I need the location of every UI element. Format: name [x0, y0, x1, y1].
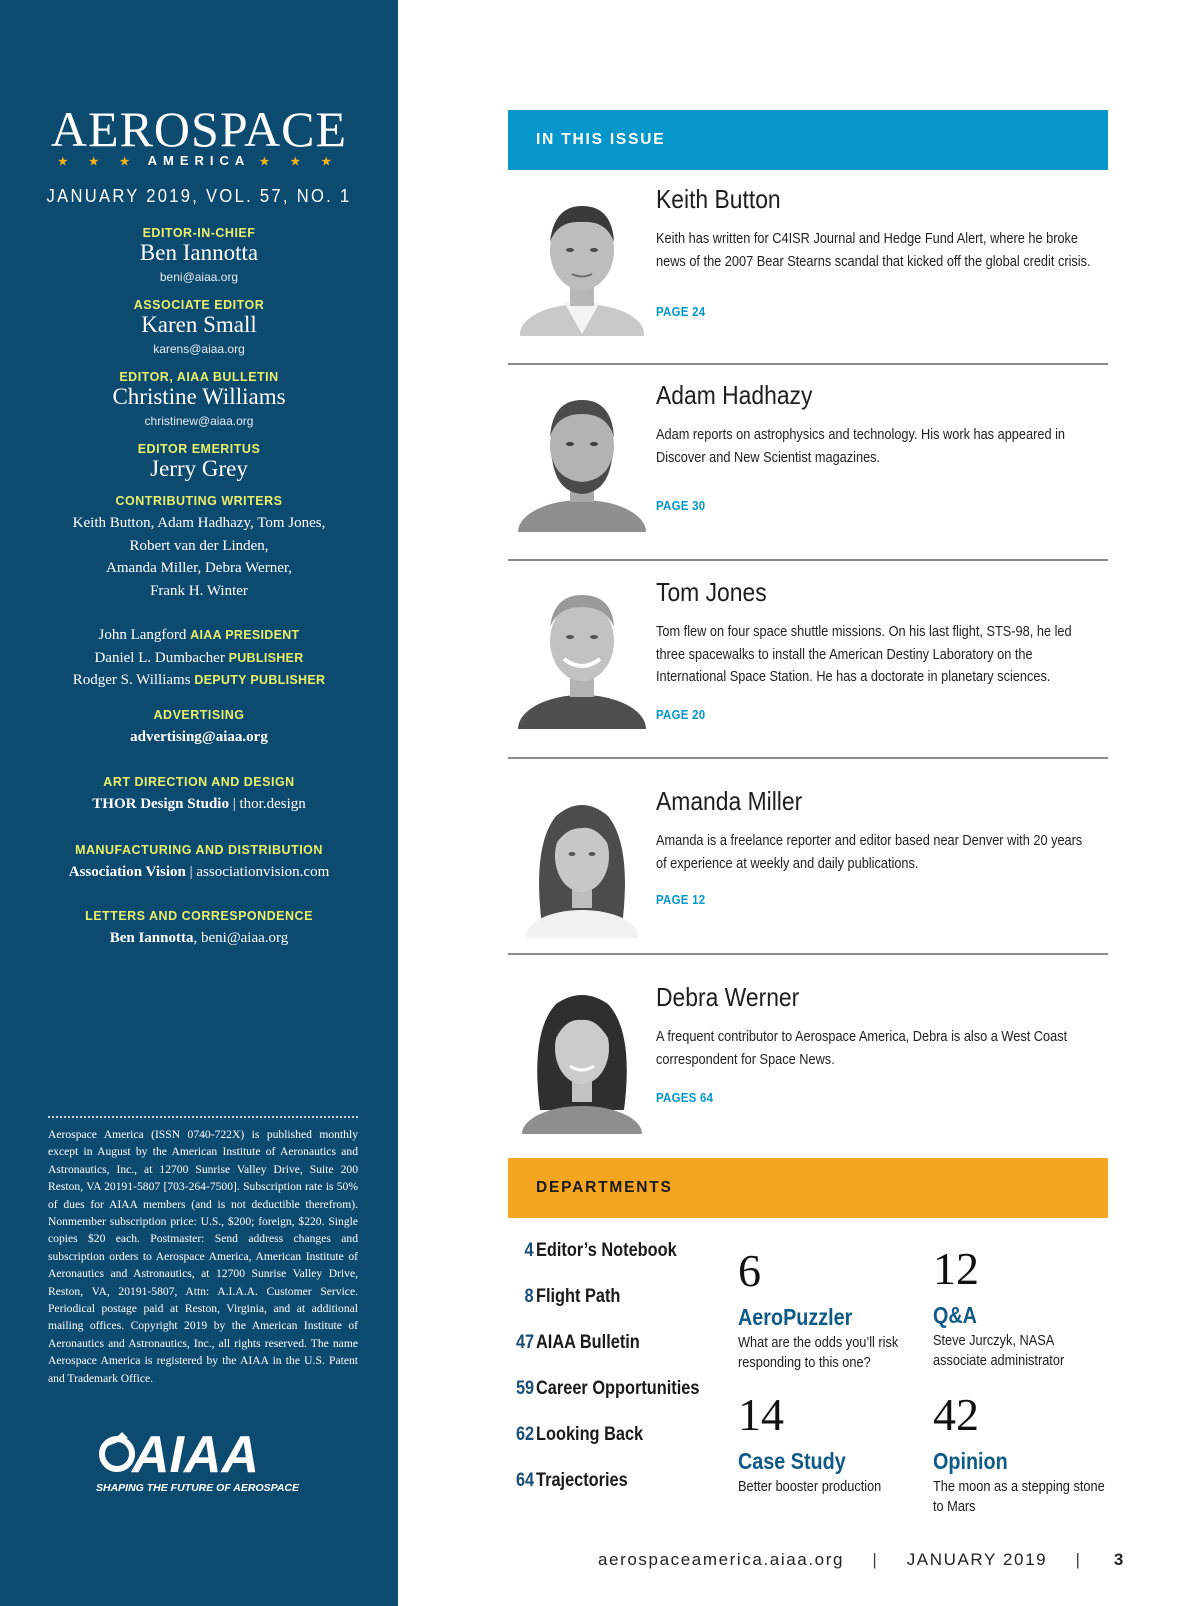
bulletin-editor-label: EDITOR, AIAA BULLETIN — [119, 370, 279, 384]
aiaa-logo-emblem — [102, 1439, 132, 1469]
contributor-page-link[interactable]: PAGE 30 — [656, 498, 706, 513]
contributor-page-link[interactable]: PAGE 12 — [656, 892, 706, 907]
logo-stars-right: ★ ★ ★ — [259, 156, 341, 168]
contributor-bio: Tom flew on four space shuttle missions. On his last flight, STS-98, he led three spacewalks to install the American Destiny Laboratory on the International Space Station. He has a doctorate in planetary sciences. — [656, 624, 1072, 685]
editor-emeritus-name: Jerry Grey — [150, 456, 248, 481]
bulletin-editor-email[interactable]: christinew@aiaa.org — [144, 414, 254, 428]
footer-date: JANUARY 2019 — [906, 1550, 1048, 1569]
contributing-line: Robert van der Linden, — [129, 537, 269, 554]
portrait-icon — [516, 982, 646, 1134]
editor-in-chief-label: EDITOR-IN-CHIEF — [142, 226, 256, 240]
feature-page: 12 — [933, 1243, 979, 1294]
logo-subtitle — [0, 153, 398, 168]
contributor-card — [508, 380, 1108, 558]
separator: | — [232, 796, 236, 812]
contributor-bio: Amanda is a freelance reporter and editor based near Denver with 20 years of experience at weekly and daily publications. — [656, 833, 1083, 872]
art-direction-label: ART DIRECTION AND DESIGN — [103, 775, 295, 789]
department-title: Looking Back — [536, 1424, 644, 1445]
manufacturing-name: Association Vision — [68, 864, 186, 880]
advertising-label: ADVERTISING — [153, 708, 245, 722]
contributor-page-link[interactable]: PAGE 20 — [656, 707, 706, 722]
department-page: 64 — [515, 1470, 534, 1491]
contributor-page-link[interactable]: PAGE 24 — [656, 304, 706, 319]
feature-title: Opinion — [933, 1448, 1008, 1474]
officer-title: PUBLISHER — [228, 650, 304, 665]
feature-desc: Steve Jurczyk, NASA associate administrator — [933, 1333, 1065, 1369]
contributing-line: Frank H. Winter — [150, 582, 248, 599]
advertising-email[interactable]: advertising@aiaa.org — [130, 729, 268, 745]
officer-title: DEPUTY PUBLISHER — [194, 673, 326, 687]
art-direction-site[interactable]: thor.design — [239, 796, 306, 812]
page-footer — [598, 1550, 1125, 1570]
contributor-bio: A frequent contributor to Aerospace America, Debra is also a West Coast correspondent for Space News. — [656, 1029, 1068, 1068]
feature-desc: What are the odds you’ll risk responding to this one? — [738, 1335, 899, 1371]
portrait-icon — [516, 577, 646, 729]
contributor-name: Adam Hadhazy — [656, 380, 813, 410]
department-title: Career Opportunities — [536, 1378, 700, 1399]
section-divider — [508, 363, 1108, 365]
contributor-card — [508, 577, 1108, 763]
bulletin-editor-name: Christine Williams — [112, 384, 286, 409]
department-item[interactable] — [508, 1378, 718, 1408]
feature-desc: The moon as a stepping stone to Mars — [933, 1479, 1105, 1515]
contributor-bio: Keith has written for C4ISR Journal and Hedge Fund Alert, where he broke news of the 2007 Bear Stearns scandal that kicked off the global credit crisis. — [656, 231, 1091, 270]
dotted-divider — [48, 1116, 358, 1118]
aiaa-logo-word: AIAA — [132, 1426, 260, 1484]
feature-item[interactable] — [933, 1390, 1123, 1517]
contributor-name: Tom Jones — [656, 577, 767, 607]
editor-in-chief-email[interactable]: beni@aiaa.org — [159, 270, 239, 284]
contributor-name: Keith Button — [656, 184, 781, 214]
feature-desc: Better booster production — [738, 1479, 882, 1495]
footer-site[interactable]: aerospaceamerica.aiaa.org — [598, 1550, 845, 1569]
logo-subtitle-text: AMERICA — [147, 153, 250, 168]
in-this-issue-banner: IN THIS ISSUE — [508, 110, 1108, 170]
manufacturing-site[interactable]: associationvision.com — [196, 864, 330, 880]
department-title: AIAA Bulletin — [536, 1332, 640, 1353]
contributor-name: Debra Werner — [656, 982, 800, 1012]
section-divider — [508, 953, 1108, 955]
department-page: 47 — [515, 1332, 534, 1353]
logo-wordmark: AEROSPACE — [50, 101, 348, 157]
issue-line: JANUARY 2019, VOL. 57, NO. 1 — [46, 186, 352, 206]
manufacturing-line — [0, 861, 398, 884]
footer-separator: | — [1075, 1550, 1082, 1569]
department-page: 4 — [524, 1240, 534, 1261]
contributing-writers-label: CONTRIBUTING WRITERS — [115, 494, 283, 508]
department-page: 8 — [524, 1286, 534, 1307]
associate-editor-label: ASSOCIATE EDITOR — [133, 298, 265, 312]
feature-title: AeroPuzzler — [738, 1304, 853, 1330]
officers-list — [0, 624, 398, 692]
contributing-line: Amanda Miller, Debra Werner, — [106, 560, 292, 576]
feature-page: 42 — [933, 1389, 979, 1440]
department-item[interactable] — [508, 1424, 718, 1454]
art-direction-name: THOR Design Studio — [92, 796, 229, 812]
officer-name: Daniel L. Dumbacher — [94, 649, 225, 666]
department-item[interactable] — [508, 1286, 718, 1316]
feature-title: Case Study — [738, 1448, 846, 1474]
department-title: Flight Path — [536, 1286, 621, 1307]
department-item[interactable] — [508, 1470, 718, 1500]
department-title: Trajectories — [536, 1470, 628, 1491]
editor-in-chief-name: Ben Iannotta — [139, 240, 259, 265]
feature-page: 14 — [738, 1389, 784, 1440]
logo-stars-left: ★ ★ ★ — [57, 156, 139, 168]
officer-name: John Langford — [98, 627, 187, 643]
letters-name: Ben Iannotta — [109, 930, 194, 946]
departments-banner: DEPARTMENTS — [508, 1158, 1108, 1218]
letters-label: LETTERS AND CORRESPONDENCE — [85, 909, 313, 923]
associate-editor-name: Karen Small — [141, 312, 257, 337]
feature-item[interactable] — [738, 1390, 928, 1497]
feature-title: Q&A — [933, 1302, 977, 1328]
department-item[interactable] — [508, 1332, 718, 1362]
letters-line — [0, 927, 398, 950]
department-item[interactable] — [508, 1240, 718, 1270]
contributor-card — [508, 786, 1108, 956]
editor-emeritus-label: EDITOR EMERITUS — [137, 442, 261, 456]
contributor-name: Amanda Miller — [656, 786, 803, 816]
contributor-bio: Adam reports on astrophysics and technology. His work has appeared in Discover and New Scientist magazines. — [656, 427, 1066, 466]
department-page: 59 — [515, 1378, 534, 1399]
contributor-page-link[interactable]: PAGES 64 — [656, 1090, 714, 1105]
associate-editor-email[interactable]: karens@aiaa.org — [153, 342, 245, 356]
aiaa-logo-tagline: SHAPING THE FUTURE OF AEROSPACE — [96, 1482, 300, 1494]
manufacturing-label: MANUFACTURING AND DISTRIBUTION — [75, 843, 323, 857]
publication-fine-print: Aerospace America (ISSN 0740-722X) is published monthly except in August by the American Institute of Aeronautics and Astronautics, Inc., at 12700 Sunrise Valley Drive, Suite 200 Reston, VA 20191-5807 [703-264-7500]. Subscription rate is 50% of dues for AIAA members (and is not deductible therefrom). Nonmember subscription price: U.S., $200; foreign, $220. Single copies $20 each. Postmaster: Send address changes and subscription orders to Aerospace America, American Institute of Aeronautics and Astronautics, at 12700 Sunrise Valley Drive, Reston, VA, 20191-5807, Attn: A.I.A.A. Customer Service. Periodical postage paid at Reston, Virginia, and at additional mailing offices. Copyright 2019 by the American Institute of Aeronautics and Astronautics, Inc., all rights reserved. The name Aerospace America is registered by the AIAA in the U.S. Patent and Trademark Office. — [48, 1128, 358, 1385]
separator: | — [189, 864, 193, 880]
section-divider — [508, 757, 1108, 759]
section-divider — [508, 559, 1108, 561]
contributing-writers-list — [0, 512, 398, 602]
officer-row — [0, 647, 398, 670]
contributor-card — [508, 982, 1108, 1142]
page-number: 3 — [1113, 1550, 1125, 1569]
department-title: Editor’s Notebook — [536, 1240, 677, 1261]
footer-separator: | — [872, 1550, 879, 1569]
contributing-line: Keith Button, Adam Hadhazy, Tom Jones, — [72, 515, 326, 531]
portrait-icon — [516, 786, 646, 938]
portrait-icon — [516, 184, 646, 336]
aiaa-logo — [94, 1424, 304, 1496]
feature-page: 6 — [738, 1245, 761, 1296]
portrait-icon — [516, 380, 646, 532]
officer-name: Rodger S. Williams — [72, 672, 191, 688]
letters-email[interactable]: , beni@aiaa.org — [193, 930, 289, 946]
officer-row — [0, 624, 398, 647]
feature-item[interactable] — [738, 1246, 928, 1373]
art-direction-line — [0, 793, 398, 816]
masthead-sidebar — [0, 0, 398, 1606]
officer-row — [0, 669, 398, 692]
contributor-card — [508, 184, 1108, 364]
department-page: 62 — [515, 1424, 534, 1445]
feature-item[interactable] — [933, 1244, 1123, 1371]
officer-title: AIAA PRESIDENT — [190, 628, 300, 642]
